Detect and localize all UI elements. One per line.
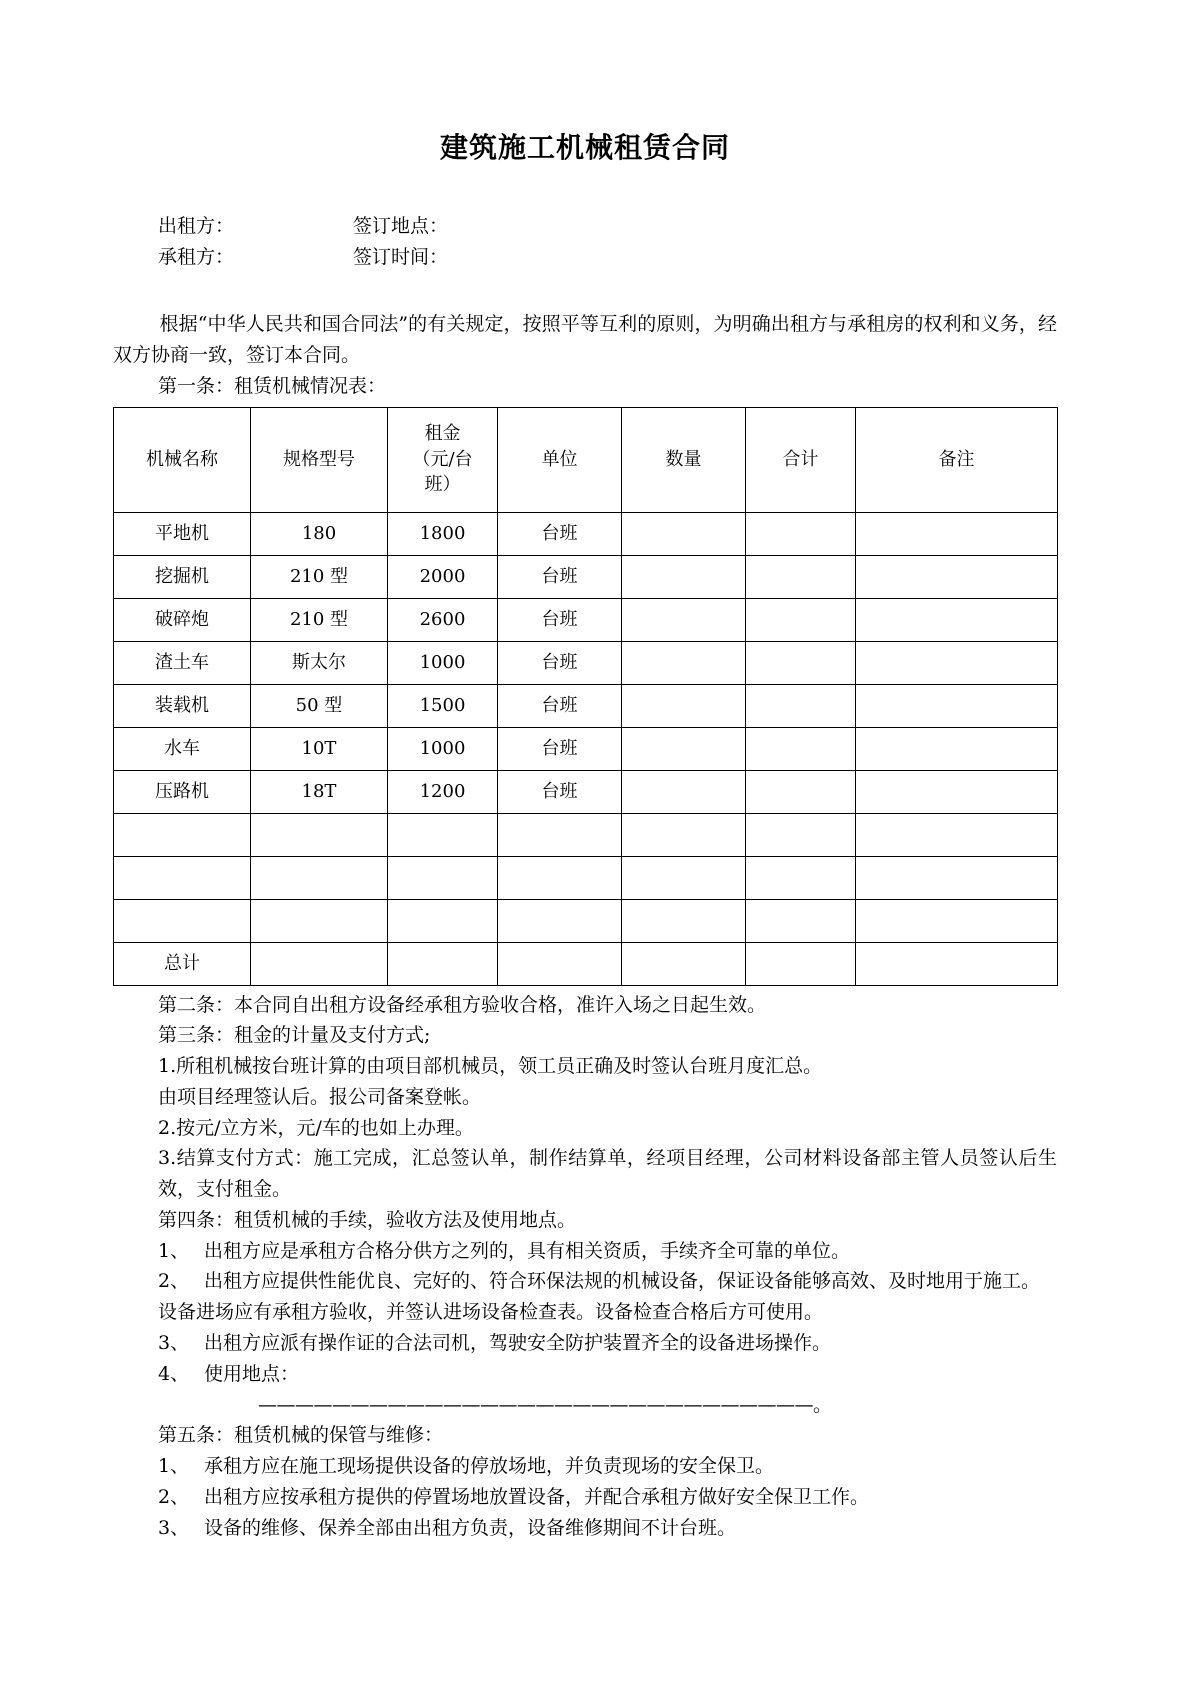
table-cell-qty	[622, 641, 746, 684]
table-cell-total	[746, 813, 856, 856]
table-header-rent-line2: （元/台	[412, 448, 473, 470]
table-total-rent	[388, 942, 498, 985]
table-cell-rent: 1000	[388, 641, 498, 684]
page-title: 建筑施工机械租赁合同	[439, 131, 730, 164]
table-cell-remark	[856, 684, 1058, 727]
table-cell-model	[251, 856, 388, 899]
clause-5-item-2-text: 出租方应按承租方提供的停置场地放置设备，并配合承租方做好安全保卫工作。	[204, 1485, 870, 1508]
clause-2-paragraph: 第二条：本合同自出租方设备经承租方验收合格，准许入场之日起生效。	[158, 993, 767, 1016]
preamble-paragraph: 根据“中华人民共和国合同法”的有关规定，按照平等互利的原则，为明确出租方与承租房的权利和义务，经双方协商一致，签订本合同。	[113, 313, 1057, 367]
table-cell-remark	[856, 899, 1058, 942]
table-cell-name	[114, 813, 251, 856]
table-row	[114, 598, 1058, 641]
table-row	[114, 641, 1058, 684]
table-cell-model: 斯太尔	[251, 641, 388, 684]
table-header-total: 合计	[746, 407, 856, 512]
table-cell-name: 压路机	[114, 770, 251, 813]
clause-5-item-2-number: 2、	[158, 1485, 190, 1508]
lessee-label: 承租方：	[158, 245, 235, 268]
clause-4-item-4	[113, 1359, 1057, 1390]
table-cell-remark	[856, 856, 1058, 899]
table-cell-qty	[622, 899, 746, 942]
table-row	[114, 899, 1058, 942]
table-cell-qty	[622, 727, 746, 770]
table-cell-qty	[622, 598, 746, 641]
table-cell-name: 挖掘机	[114, 555, 251, 598]
table-cell-unit: 台班	[498, 770, 622, 813]
table-cell-total	[746, 856, 856, 899]
table-cell-remark	[856, 727, 1058, 770]
clause-4-item-2-text: 出租方应提供性能优良、完好的、符合环保法规的机械设备，保证设备能够高效、及时地用于施工。	[204, 1270, 1041, 1293]
table-cell-remark	[856, 813, 1058, 856]
table-cell-qty	[622, 512, 746, 555]
table-cell-model: 50 型	[251, 684, 388, 727]
table-cell-qty	[622, 813, 746, 856]
table-row	[114, 770, 1058, 813]
table-cell-unit: 台班	[498, 512, 622, 555]
table-cell-total	[746, 770, 856, 813]
sign-place-label: 签订地点：	[353, 214, 449, 237]
table-cell-unit	[498, 813, 622, 856]
table-cell-model: 180	[251, 512, 388, 555]
table-cell-remark	[856, 770, 1058, 813]
clause-5-item-1	[113, 1451, 1057, 1482]
table-cell-total	[746, 641, 856, 684]
table-cell-total	[746, 727, 856, 770]
table-cell-qty	[622, 555, 746, 598]
table-row	[114, 856, 1058, 899]
lessor-label: 出租方：	[158, 214, 235, 237]
table-total-remark	[856, 942, 1058, 985]
clause-4-item-3-number: 3、	[158, 1332, 190, 1354]
table-cell-name: 水车	[114, 727, 251, 770]
parties-block	[113, 211, 1057, 274]
table-cell-remark	[856, 555, 1058, 598]
parties-row-lessor	[113, 211, 1057, 242]
clause-5-item-3	[113, 1513, 1057, 1544]
table-body	[114, 512, 1058, 942]
table-cell-rent: 1800	[388, 512, 498, 555]
table-cell-rent	[388, 813, 498, 856]
clause-3-item-3: 3.结算支付方式：施工完成，汇总签认单，制作结算单，经项目经理，公司材料设备部主管人员签认后生效，支付租金。	[158, 1147, 1057, 1201]
document-content	[113, 0, 1057, 1543]
clause-5-heading: 第五条：租赁机械的保管与维修：	[158, 1424, 444, 1447]
table-cell-unit	[498, 856, 622, 899]
table-total-qty	[622, 942, 746, 985]
table-cell-model	[251, 899, 388, 942]
table-header-rent-line3: 班）	[424, 474, 461, 496]
table-cell-total	[746, 899, 856, 942]
table-cell-name	[114, 856, 251, 899]
table-cell-model	[251, 813, 388, 856]
table-cell-total	[746, 598, 856, 641]
table-cell-remark	[856, 641, 1058, 684]
table-header-remark: 备注	[856, 407, 1058, 512]
machine-rental-table	[113, 407, 1058, 986]
table-cell-total	[746, 512, 856, 555]
table-row	[114, 684, 1058, 727]
clause-3-item-1-cont: 由项目经理签认后。报公司备案登帐。	[158, 1085, 482, 1108]
clause-5-item-2	[113, 1482, 1057, 1513]
table-cell-unit: 台班	[498, 555, 622, 598]
table-cell-qty	[622, 770, 746, 813]
clause-5-item-1-text: 承租方应在施工现场提供设备的停放场地，并负责现场的安全保卫。	[204, 1455, 775, 1478]
table-cell-rent	[388, 856, 498, 899]
sign-time-label: 签订时间：	[353, 245, 449, 268]
table-cell-unit: 台班	[498, 684, 622, 727]
clause-4-item-2-number: 2、	[158, 1270, 190, 1293]
table-cell-rent: 1500	[388, 684, 498, 727]
clause-4-item-1	[113, 1236, 1057, 1267]
clause-3-item-2: 2.按元/立方米，元/车的也如上办理。	[158, 1116, 474, 1139]
table-cell-name: 装载机	[114, 684, 251, 727]
table-total-row	[114, 942, 1058, 985]
clause-3-item-1: 1.所租机械按台班计算的由项目部机械员，领工员正确及时签认台班月度汇总。	[158, 1055, 823, 1078]
table-total-model	[251, 942, 388, 985]
table-row	[114, 813, 1058, 856]
table-cell-total	[746, 555, 856, 598]
table-cell-name	[114, 899, 251, 942]
table-cell-qty	[622, 856, 746, 899]
table-header-name: 机械名称	[114, 407, 251, 512]
table-cell-unit	[498, 899, 622, 942]
table-header-row	[114, 407, 1058, 512]
table-cell-model: 210 型	[251, 555, 388, 598]
table-cell-model: 10T	[251, 727, 388, 770]
clause-5-item-3-number: 3、	[158, 1516, 190, 1539]
parties-row-lessee	[113, 242, 1057, 273]
clause-4-item-3	[113, 1328, 1057, 1359]
clause-4-item-4-text: 使用地点：	[204, 1362, 300, 1385]
clause-5-item-1-number: 1、	[158, 1455, 190, 1478]
clause-4-item-4-number: 4、	[158, 1362, 190, 1385]
table-cell-name: 破碎炮	[114, 598, 251, 641]
clause-4-item-1-text: 出租方应是承租方合格分供方之列的，具有相关资质，手续齐全可靠的单位。	[204, 1239, 851, 1262]
clause-3-heading: 第三条：租金的计量及支付方式;	[158, 1024, 431, 1047]
table-cell-qty	[622, 684, 746, 727]
clause-4-heading: 第四条：租赁机械的手续，验收方法及使用地点。	[158, 1208, 577, 1231]
clause-4-item-2	[113, 1266, 1057, 1297]
table-total-unit	[498, 942, 622, 985]
clause-5-item-3-text: 设备的维修、保养全部由出租方负责，设备维修期间不计台班。	[204, 1516, 737, 1539]
table-cell-rent: 2000	[388, 555, 498, 598]
table-cell-remark	[856, 512, 1058, 555]
table-cell-model: 210 型	[251, 598, 388, 641]
table-cell-total	[746, 684, 856, 727]
table-total-sum	[746, 942, 856, 985]
table-cell-unit: 台班	[498, 727, 622, 770]
table-header-model: 规格型号	[251, 407, 388, 512]
table-cell-rent	[388, 899, 498, 942]
table-row	[114, 727, 1058, 770]
clause-1-heading: 第一条：租赁机械情况表：	[158, 374, 387, 397]
table-cell-remark	[856, 598, 1058, 641]
table-cell-name: 平地机	[114, 512, 251, 555]
table-total-label: 总计	[114, 942, 251, 985]
clause-4-item-1-number: 1、	[158, 1239, 190, 1262]
table-cell-model: 18T	[251, 770, 388, 813]
table-cell-rent: 1000	[388, 727, 498, 770]
table-row	[114, 555, 1058, 598]
table-header-qty: 数量	[622, 407, 746, 512]
table-row	[114, 512, 1058, 555]
table-header-rent-line1: 租金	[424, 423, 461, 445]
clause-4-item-2-second-line: 设备进场应有承租方验收，并签认进场设备检查表。设备检查合格后方可使用。	[158, 1301, 824, 1324]
clauses-body	[113, 990, 1057, 1544]
table-cell-unit: 台班	[498, 598, 622, 641]
table-cell-name: 渣土车	[114, 641, 251, 684]
table-cell-unit: 台班	[498, 641, 622, 684]
table-cell-rent: 2600	[388, 598, 498, 641]
table-header-unit: 单位	[498, 407, 622, 512]
blank-fill-rule: ——————————————————————————————。	[258, 1393, 832, 1416]
clause-4-item-3-text: 出租方应派有操作证的合法司机，驾驶安全防护装置齐全的设备进场操作。	[204, 1332, 832, 1354]
table-header-rent	[388, 407, 498, 512]
table-cell-rent: 1200	[388, 770, 498, 813]
